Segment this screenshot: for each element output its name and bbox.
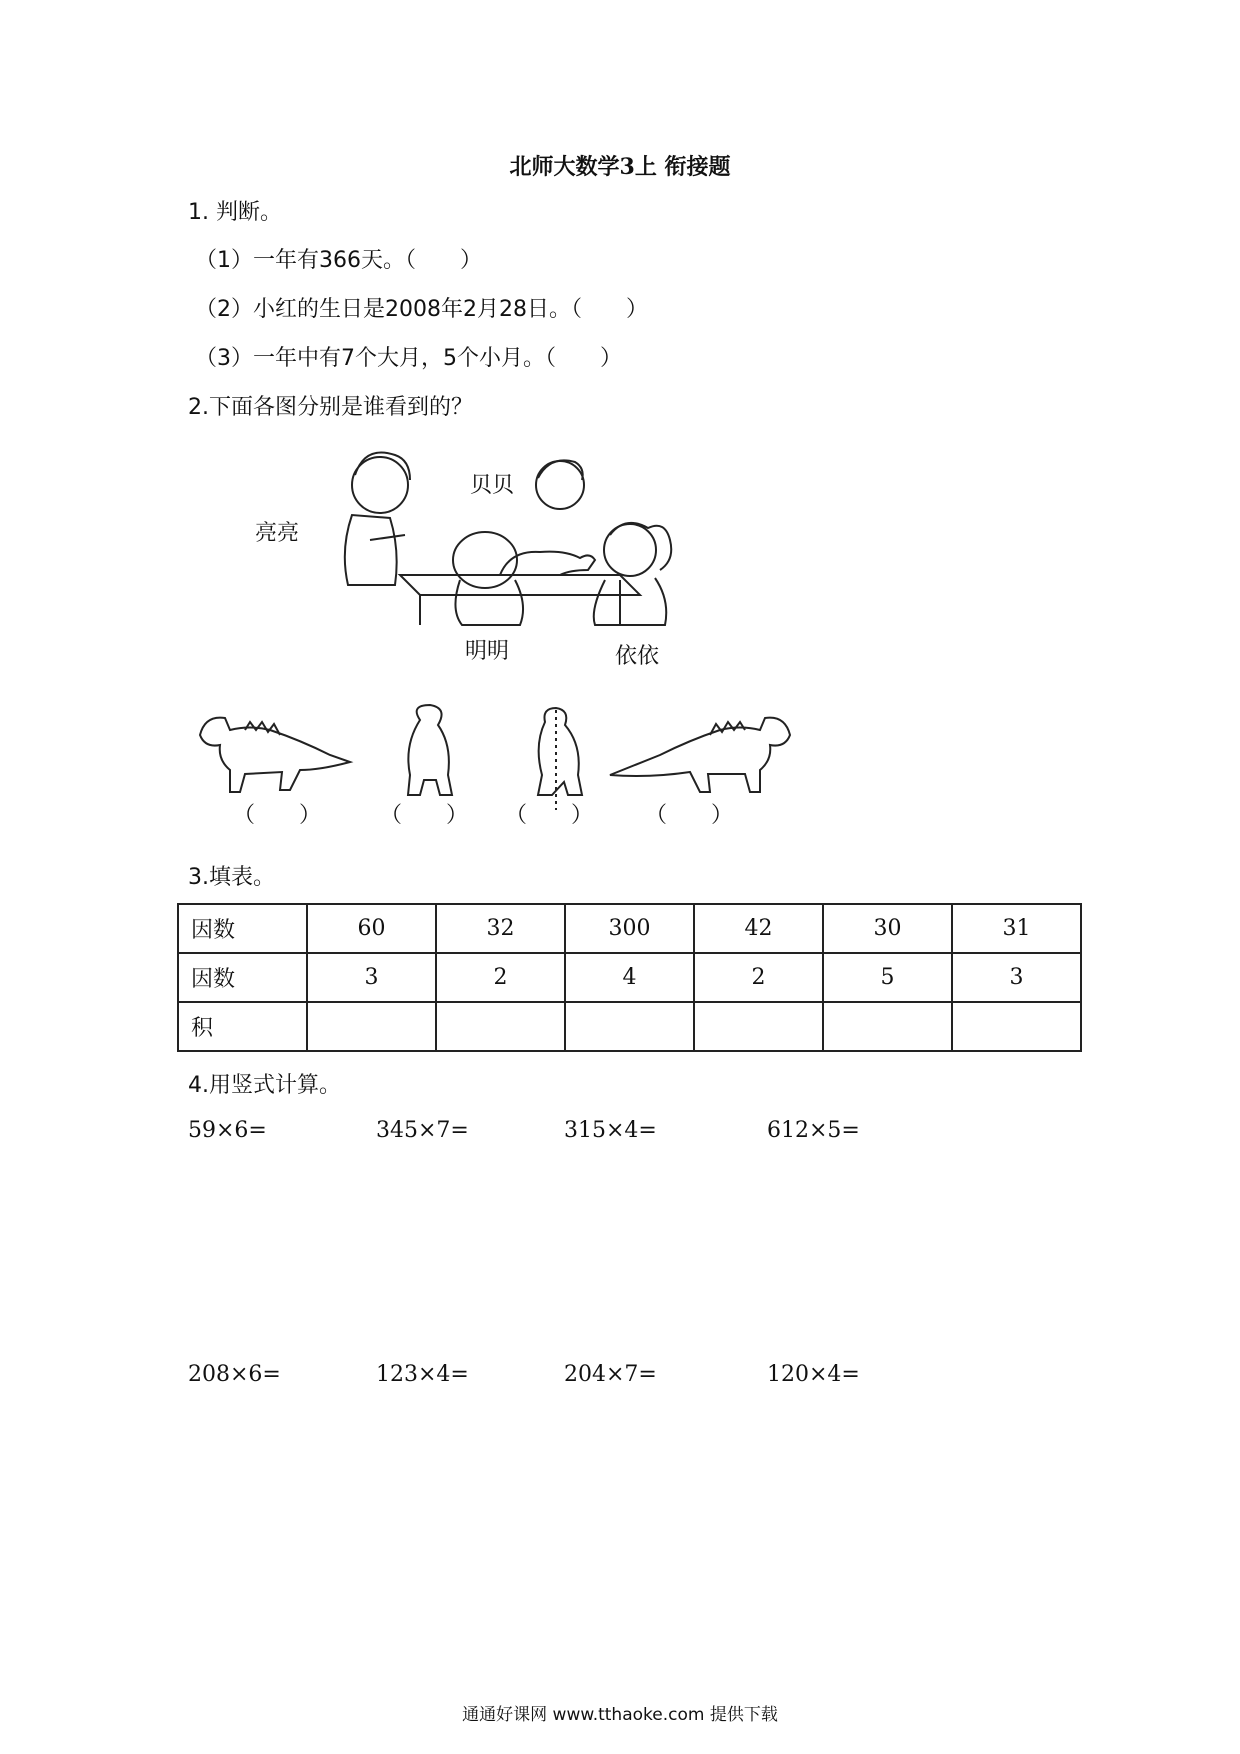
q3-heading: 3.填表。 [188,865,275,890]
table-cell: 2 [694,953,823,1002]
table-row [178,953,1081,1002]
name-liangliang: 亮亮 [255,521,300,546]
table-cell: 32 [436,904,565,953]
table-cell: 30 [823,904,952,953]
q2-blank-3[interactable]: （ ） [505,803,594,828]
table-cell: 3 [307,953,436,1002]
answer-cell[interactable] [823,1002,952,1051]
table-cell: 3 [952,953,1081,1002]
q4-heading: 4.用竖式计算。 [188,1073,341,1098]
calc-problem: 204×7= [564,1362,657,1387]
calc-problem: 345×7= [376,1118,469,1143]
children-around-table-illustration [255,440,720,675]
calc-problem: 120×4= [767,1362,860,1387]
q2-blank-4[interactable]: （ ） [645,803,734,828]
table-cell: 31 [952,904,1081,953]
q1-heading: 1. 判断。 [188,200,282,225]
name-mingming: 明明 [465,639,510,664]
table-cell: 2 [436,953,565,1002]
answer-cell[interactable] [952,1002,1081,1051]
q2-blank-2[interactable]: （ ） [380,803,469,828]
calc-problem: 315×4= [564,1118,657,1143]
calc-problem: 612×5= [767,1118,860,1143]
answer-cell[interactable] [307,1002,436,1051]
page-title: 北师大数学3上 衔接题 [509,154,731,180]
row-label: 因数 [178,904,307,953]
factor-table [177,903,1082,1052]
answer-cell[interactable] [565,1002,694,1051]
answer-cell[interactable] [436,1002,565,1051]
row-label: 因数 [178,953,307,1002]
q2-blank-1[interactable]: （ ） [233,803,322,828]
table-cell: 4 [565,953,694,1002]
q1-item-2: （2）小红的生日是2008年2月28日。（ ） [195,297,648,322]
table-cell: 42 [694,904,823,953]
table-row [178,1002,1081,1051]
answer-cell[interactable] [694,1002,823,1051]
q1-item-1: （1）一年有366天。（ ） [195,248,482,273]
footer-credit: 通通好课网 www.tthaoke.com 提供下载 [462,1705,778,1725]
q2-heading: 2.下面各图分别是谁看到的？ [188,395,473,420]
calc-problem: 123×4= [376,1362,469,1387]
calc-problem: 208×6= [188,1362,281,1387]
row-label: 积 [178,1002,307,1051]
q1-item-3: （3）一年中有7个大月，5个小月。（ ） [195,346,622,371]
name-beibei: 贝贝 [470,473,515,498]
table-cell: 300 [565,904,694,953]
table-cell: 5 [823,953,952,1002]
calc-problem: 59×6= [188,1118,267,1143]
table-row [178,904,1081,953]
table-cell: 60 [307,904,436,953]
name-yiyi: 依依 [615,644,660,669]
